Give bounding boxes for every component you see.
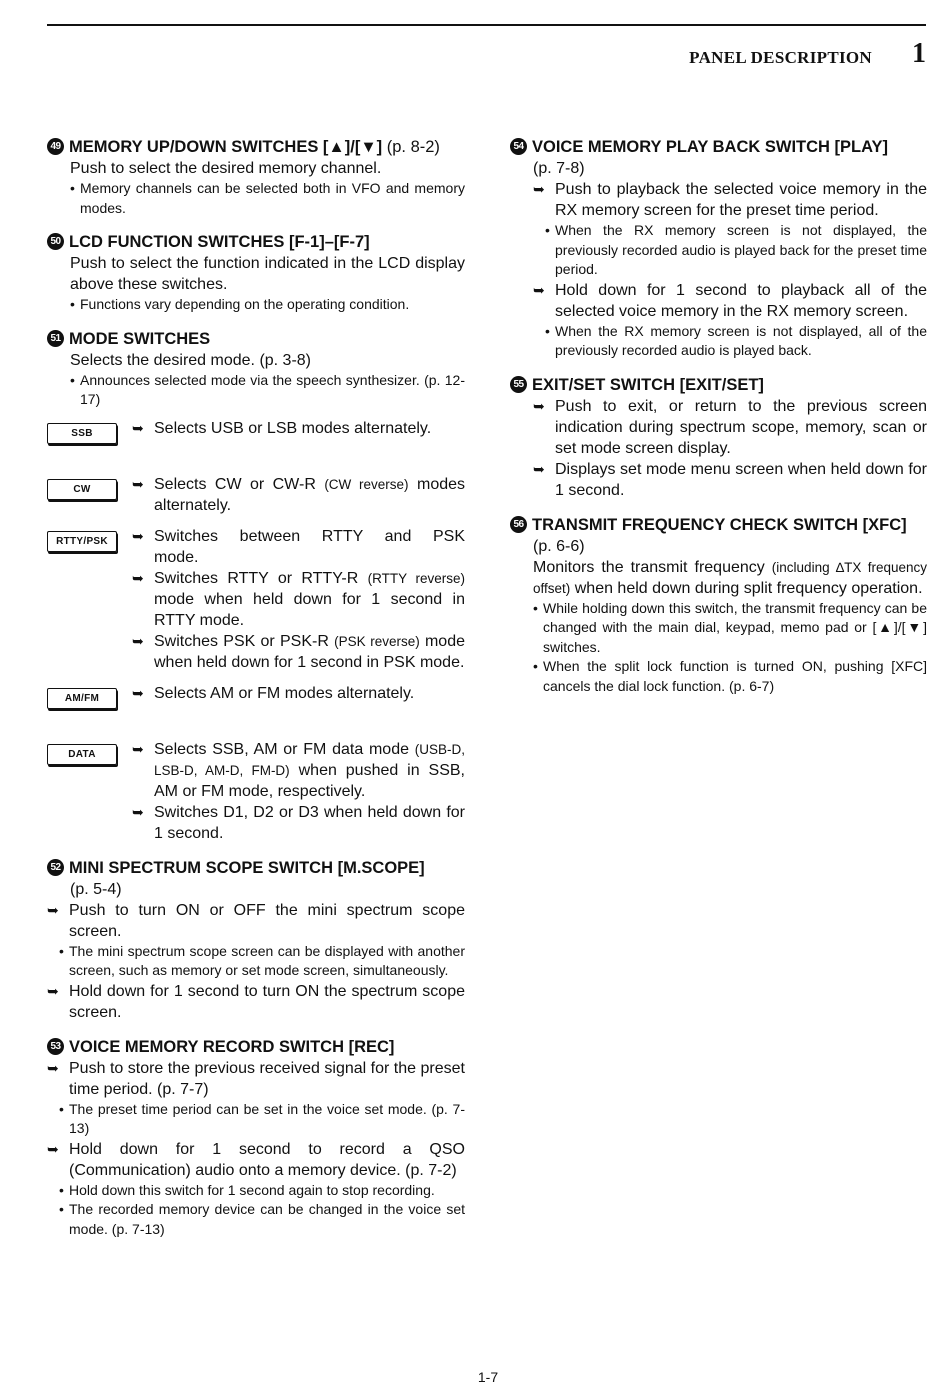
bullet-note: • Memory channels can be selected both in VFO and memory modes.	[70, 180, 465, 216]
arrow-item: ➥ Selects SSB, AM or FM data mode (USB-D, LSB-D, AM-D, FM-D) when pushed in SSB, AM or FM mode, respectively.	[132, 740, 466, 800]
arrow-icon: ➥	[132, 419, 144, 436]
arrow-item: ➥ Switches RTTY or RTTY-R (RTTY reverse) mode when held down for 1 second in RTTY mode.	[132, 569, 465, 629]
item-number-badge: 55	[510, 376, 527, 393]
arrow-icon: ➥	[533, 281, 545, 298]
arrow-icon: ➥	[132, 684, 144, 701]
ssb-key-icon: SSB	[47, 423, 117, 444]
section-transmit-frequency-check	[510, 515, 927, 697]
bullet-note: • Functions vary depending on the operating condition.	[70, 296, 410, 312]
bullet-note: • Hold down this switch for 1 second again to stop recording.	[59, 1181, 435, 1198]
section-mode-switches	[47, 329, 465, 844]
bullet-note: • The preset time period can be set in the voice set mode. (p. 7-13)	[59, 1100, 465, 1136]
bullet-note: • When the split lock function is turned ON, pushing [XFC] cancels the dial lock function. (p. 6-7)	[533, 658, 927, 694]
mode-row-am-fm	[47, 683, 465, 709]
arrow-icon: ➥	[533, 460, 545, 477]
item-number-badge: 53	[47, 1038, 64, 1055]
section-mini-spectrum-scope	[47, 858, 465, 1023]
item-number-badge: 49	[47, 138, 64, 155]
arrow-item: ➥ Push to exit, or return to the previous screen indication during spectrum scope, memory, scan or set mode screen display.	[533, 397, 927, 457]
arrow-icon: ➥	[47, 1059, 59, 1076]
cw-key-icon: CW	[47, 479, 117, 500]
arrow-item: ➥ Switches PSK or PSK-R (PSK reverse) mode when held down for 1 second in PSK mode.	[132, 632, 465, 671]
description: Monitors the transmit frequency (including ∆TX frequency offset) when held down during split frequency operation.	[533, 558, 927, 597]
arrow-item: ➥ Switches between RTTY and PSK mode.	[132, 527, 465, 566]
arrow-item: ➥ Displays set mode menu screen when held down for 1 second.	[533, 460, 927, 499]
bullet-note: • The mini spectrum scope screen can be displayed with another screen, such as memory or set mode screen, simultaneously.	[59, 942, 465, 978]
arrow-icon: ➥	[132, 475, 144, 492]
title-text: MODE SWITCHES	[69, 329, 211, 348]
header-rule	[47, 24, 926, 26]
arrow-icon: ➥	[533, 397, 545, 414]
bullet-note: • The recorded memory device can be changed in the voice set mode. (p. 7-13)	[59, 1201, 465, 1237]
section-voice-memory-record	[47, 1037, 465, 1240]
title-text: EXIT/SET SWITCH [EXIT/SET]	[532, 375, 764, 394]
item-number-badge: 52	[47, 859, 64, 876]
section-exit-set	[510, 375, 927, 501]
data-key-icon: DATA	[47, 744, 117, 765]
am-fm-key-icon: AM/FM	[47, 688, 117, 709]
arrow-icon: ➥	[132, 569, 144, 586]
section-title	[510, 375, 927, 396]
chapter-number: 1	[912, 38, 926, 69]
arrow-icon: ➥	[47, 901, 59, 918]
item-number-badge: 50	[47, 233, 64, 250]
title-text: TRANSMIT FREQUENCY CHECK SWITCH [XFC]	[532, 515, 907, 534]
section-title	[47, 329, 465, 350]
arrow-icon: ➥	[533, 181, 545, 197]
page-number: 1-7	[477, 1369, 499, 1385]
arrow-icon: ➥	[132, 527, 144, 544]
section-voice-memory-play	[510, 137, 927, 361]
arrow-item: ➥ Hold down for 1 second to playback all of the selected voice memory in the RX memory screen.	[533, 281, 927, 320]
section-title	[47, 1037, 465, 1058]
item-number-badge: 54	[510, 138, 527, 155]
section-title	[47, 232, 465, 253]
arrow-item: ➥ Selects CW or CW-R (CW reverse) modes alternately.	[132, 475, 466, 514]
section-title	[47, 137, 465, 158]
mode-row-data	[47, 739, 465, 844]
arrow-icon: ➥	[132, 803, 144, 820]
arrow-item: ➥ Push to store the previous received signal for the preset time period. (p. 7-7)	[47, 1059, 465, 1098]
mode-row-cw	[47, 474, 465, 516]
page-reference: (p. 5-4)	[70, 880, 122, 898]
bullet-note: • When the RX memory screen is not displayed, the previously recorded audio is played back for the preset time period.	[545, 222, 927, 277]
left-column	[47, 137, 465, 1253]
page-reference: (p. 6-6)	[533, 537, 585, 555]
description: Selects the desired mode. (p. 3-8)	[70, 351, 312, 369]
arrow-item: ➥ Selects USB or LSB modes alternately.	[132, 419, 432, 437]
title-text: VOICE MEMORY PLAY BACK SWITCH [PLAY]	[532, 138, 889, 156]
description: Push to select the desired memory channel.	[70, 160, 382, 177]
title-text: MINI SPECTRUM SCOPE SWITCH [M.SCOPE]	[69, 858, 425, 877]
title-text: VOICE MEMORY RECORD SWITCH [REC]	[69, 1037, 395, 1056]
mode-row-rtty-psk	[47, 526, 465, 673]
title-text: MEMORY UP/DOWN SWITCHES [▲]/[▼]	[69, 138, 383, 156]
arrow-icon: ➥	[47, 1140, 59, 1157]
section-memory-up-down	[47, 137, 465, 218]
section-title	[510, 137, 927, 158]
arrow-icon: ➥	[132, 740, 144, 757]
right-column	[510, 137, 927, 710]
bullet-note: • While holding down this switch, the transmit frequency can be changed with the main dial, keypad, memo pad or [▲]/[▼] switches.	[533, 599, 927, 655]
mode-row-ssb	[47, 418, 465, 444]
bullet-note: • Announces selected mode via the speech synthesizer. (p. 12-17)	[70, 371, 465, 407]
page-reference: (p. 7-8)	[533, 160, 585, 177]
arrow-item: ➥ Push to turn ON or OFF the mini spectrum scope screen.	[47, 901, 465, 940]
section-lcd-function	[47, 232, 465, 315]
page-reference: (p. 8-2)	[386, 138, 440, 156]
arrow-icon: ➥	[132, 632, 144, 649]
description: Push to select the function indicated in the LCD display above these switches.	[70, 255, 465, 293]
rtty-psk-key-icon: RTTY/PSK	[47, 531, 117, 552]
arrow-item: ➥ Switches D1, D2 or D3 when held down for 1 second.	[132, 803, 465, 842]
arrow-item: ➥ Hold down for 1 second to record a QSO (Communication) audio onto a memory device. (p. 7-2)	[47, 1140, 465, 1179]
section-title	[47, 858, 465, 879]
item-number-badge: 51	[47, 330, 64, 347]
arrow-item: ➥ Hold down for 1 second to turn ON the spectrum scope screen.	[47, 982, 465, 1021]
arrow-icon: ➥	[47, 982, 59, 999]
arrow-item: ➥ Selects AM or FM modes alternately.	[132, 684, 415, 702]
bullet-note: • When the RX memory screen is not displayed, all of the previously recorded audio is played back.	[545, 322, 927, 358]
item-number-badge: 56	[510, 516, 527, 533]
title-text: LCD FUNCTION SWITCHES [F-1]–[F-7]	[69, 233, 370, 251]
arrow-item: ➥ Push to playback the selected voice memory in the RX memory screen for the preset time period.	[533, 181, 927, 219]
section-title	[510, 515, 927, 536]
section-header-title: PANEL DESCRIPTION	[689, 48, 872, 67]
